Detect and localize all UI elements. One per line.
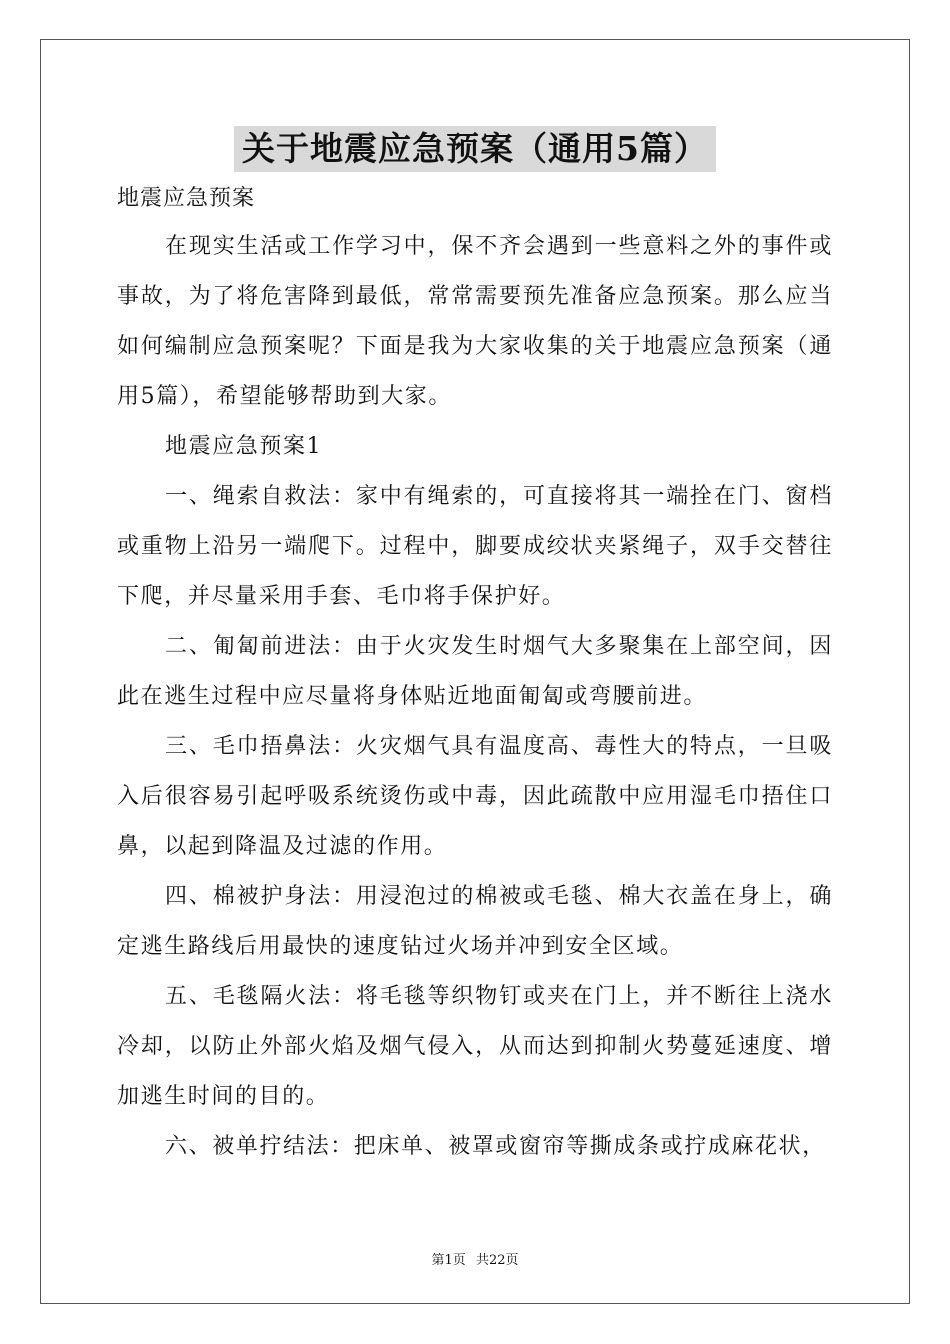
document-body <box>117 222 833 1172</box>
paragraph: 地震应急预案1 <box>165 434 323 459</box>
paragraph: 在现实生活或工作学习中，保不齐会遇到一些意料之外的事件或事故，为了将危害降到最低，常常需要预先准备应急预案。那么应当如何编制应急预案呢？下面是我为大家收集的关于地震应急预案（通用5篇），希望能够帮助到大家。 <box>117 234 833 409</box>
page-footer <box>0 1249 950 1268</box>
page-number: 第1页 <box>431 1253 466 1268</box>
paragraph: 三、毛巾捂鼻法：火灾烟气具有温度高、毒性大的特点，一旦吸入后很容易引起呼吸系统烫伤或中毒，因此疏散中应用湿毛巾捂住口鼻，以起到降温及过滤的作用。 <box>117 734 833 859</box>
title-container <box>0 126 950 172</box>
paragraph: 二、匍匐前进法：由于火灾发生时烟气大多聚集在上部空间，因此在逃生过程中应尽量将身体贴近地面匍匐或弯腰前进。 <box>117 634 833 709</box>
page-total: 共22页 <box>475 1253 519 1268</box>
paragraph: 一、绳索自救法：家中有绳索的，可直接将其一端拴在门、窗档或重物上沿另一端爬下。过程中，脚要成绞状夹紧绳子，双手交替往下爬，并尽量采用手套、毛巾将手保护好。 <box>117 484 833 609</box>
paragraph: 六、被单拧结法：把床单、被罩或窗帘等撕成条或拧成麻花状， <box>165 1134 826 1159</box>
paragraph: 四、棉被护身法：用浸泡过的棉被或毛毯、棉大衣盖在身上，确定逃生路线后用最快的速度钻过火场并冲到安全区域。 <box>117 884 833 959</box>
document-title: 关于地震应急预案（通用5篇） <box>234 126 716 172</box>
document-subtitle: 地震应急预案 <box>117 186 256 211</box>
paragraph: 五、毛毯隔火法：将毛毯等织物钉或夹在门上，并不断往上浇水冷却，以防止外部火焰及烟气侵入，从而达到抑制火势蔓延速度、增加逃生时间的目的。 <box>117 984 833 1109</box>
